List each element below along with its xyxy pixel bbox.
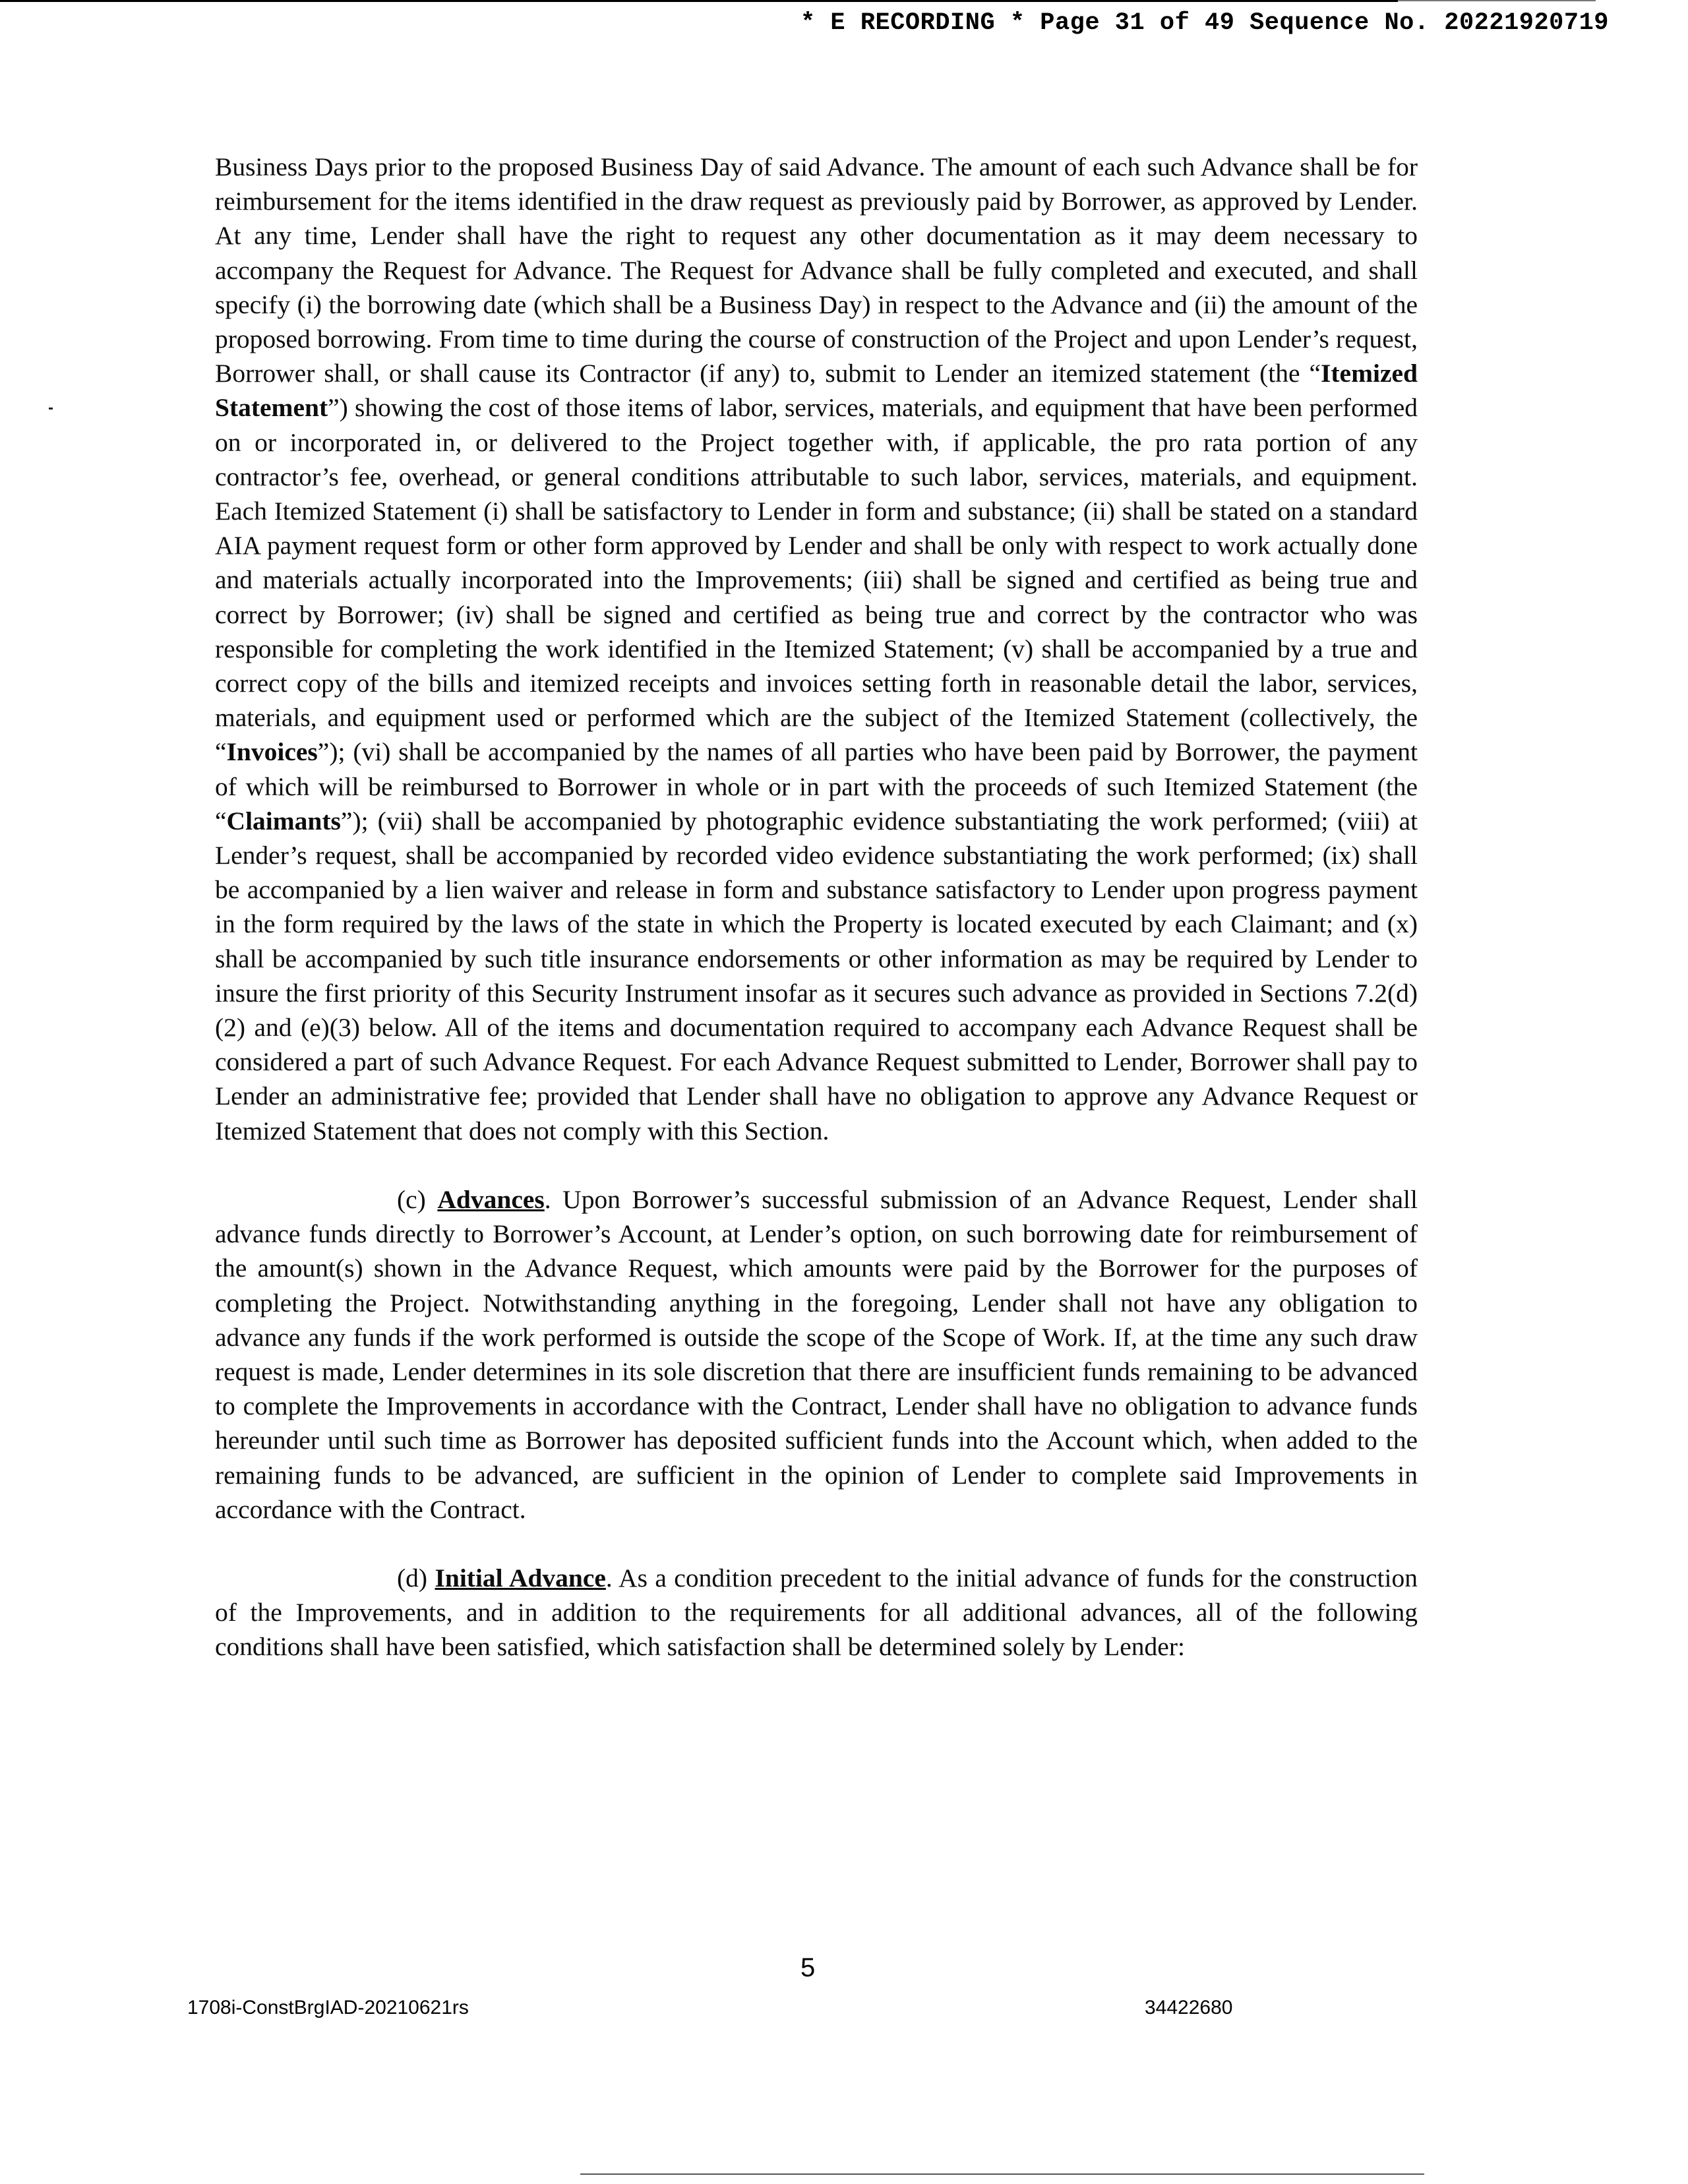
- defined-term-itemized-statement: Itemized Statement: [215, 359, 1418, 423]
- footer-doc-number: 34422680: [1145, 1997, 1233, 2018]
- section-marker: (c): [397, 1184, 438, 1214]
- paragraph-initial-advance: [215, 1561, 1418, 1664]
- paragraph-text: ”) showing the cost of those items of labor, services, materials, and equipment that have been performed on or incorporated in, or delivered to the Project together with, if applicable, the pro rata portion of any contractor’s fee, overhead, or general conditions attributable to such labor, services, materials, and equipment. Each Itemized Statement (i) shall be satisfactory to Lender in form and substance; (ii) shall be stated on a standard AIA payment request form or other form approved by Lender and shall be only with respect to work actually done and materials actually incorporated into the Improvements; (iii) shall be signed and certified as being true and correct by Borrower; (iv) shall be signed and certified as being true and correct by the contractor who was responsible for completing the work identified in the Itemized Statement; (v) shall be accompanied by a true and correct copy of the bills and itemized receipts and invoices setting forth in reasonable detail the labor, services, materials, and equipment used or performed which are the subject of the Itemized Statement (collectively, the “: [215, 393, 1418, 767]
- section-heading-advances: Advances: [437, 1184, 545, 1214]
- paragraph-text: ”); (vi) shall be accompanied by the names of all parties who have been paid by Borrower, the payment of which will be reimbursed to Borrower in whole or in part with the proceeds of such Itemized Statement (the “: [215, 737, 1418, 835]
- paragraph-advances: [215, 1182, 1418, 1527]
- defined-term-invoices: Invoices: [226, 737, 318, 767]
- bottom-rule: [580, 2173, 1424, 2175]
- paragraph-text: . Upon Borrower’s successful submission of an Advance Request, Lender shall advance funds directly to Borrower’s Account, at Lender’s option, on such borrowing date for reimbursement of the amount(s) shown in the Advance Request, which amounts were paid by the Borrower for the purposes of completing the Project. Notwithstanding anything in the foregoing, Lender shall not have any obligation to advance any funds if the work performed is outside the scope of the Scope of Work. If, at the time any such draw request is made, Lender determines in its sole discretion that there are insufficient funds remaining to be advanced to complete the Improvements in accordance with the Contract, Lender shall have no obligation to advance funds hereunder until such time as Borrower has deposited sufficient funds into the Account which, when added to the remaining funds to be advanced, are sufficient in the opinion of Lender to complete said Improvements in accordance with the Contract.: [215, 1184, 1418, 1524]
- defined-term-claimants: Claimants: [226, 806, 341, 835]
- scan-mark: [49, 408, 53, 410]
- section-heading-initial-advance: Initial Advance: [435, 1563, 606, 1592]
- paragraph-text: ”); (vii) shall be accompanied by photographic evidence substantiating the work performed; (viii) at Lender’s request, shall be accompanied by recorded video evidence substantiating the work performed; (ix) shall be accompanied by a lien waiver and release in form and substance satisfactory to Lender upon progress payment in the form required by the laws of the state in which the Property is located executed by each Claimant; and (x) shall be accompanied by such title insurance endorsements or other information as may be required by Lender to insure the first priority of this Security Instrument insofar as it secures such advance as provided in Sections 7.2(d)(2) and (e)(3) below. All of the items and documentation required to accompany each Advance Request shall be considered a part of such Advance Request. For each Advance Request submitted to Lender, Borrower shall pay to Lender an administrative fee; provided that Lender shall have no obligation to approve any Advance Request or Itemized Statement that does not comply with this Section.: [215, 806, 1418, 1145]
- page-number: 5: [800, 1953, 816, 1982]
- section-marker: (d): [397, 1563, 435, 1592]
- footer-doc-code: 1708i-ConstBrgIAD-20210621rs: [187, 1997, 469, 2018]
- paragraph-advance-request: [215, 150, 1418, 1148]
- paragraph-text: . As a condition precedent to the initial advance of funds for the construction of the Improvements, and in addition to the requirements for all additional advances, all of the following conditions shall have been satisfied, which satisfaction shall be determined solely by Lender:: [215, 1563, 1418, 1662]
- recording-stamp: * E RECORDING * Page 31 of 49 Sequence No. 20221920719: [800, 9, 1609, 37]
- top-rule: [0, 0, 1398, 2]
- top-rule-faint: [1398, 0, 1596, 1]
- paragraph-text: Business Days prior to the proposed Business Day of said Advance. The amount of each such Advance shall be for reimbursement for the items identified in the draw request as previously paid by Borrower, as approved by Lender. At any time, Lender shall have the right to request any other documentation as it may deem necessary to accompany the Request for Advance. The Request for Advance shall be fully completed and executed, and shall specify (i) the borrowing date (which shall be a Business Day) in respect to the Advance and (ii) the amount of the proposed borrowing. From time to time during the course of construction of the Project and upon Lender’s request, Borrower shall, or shall cause its Contractor (if any) to, submit to Lender an itemized statement (the “: [215, 152, 1418, 388]
- document-body: [215, 150, 1418, 1664]
